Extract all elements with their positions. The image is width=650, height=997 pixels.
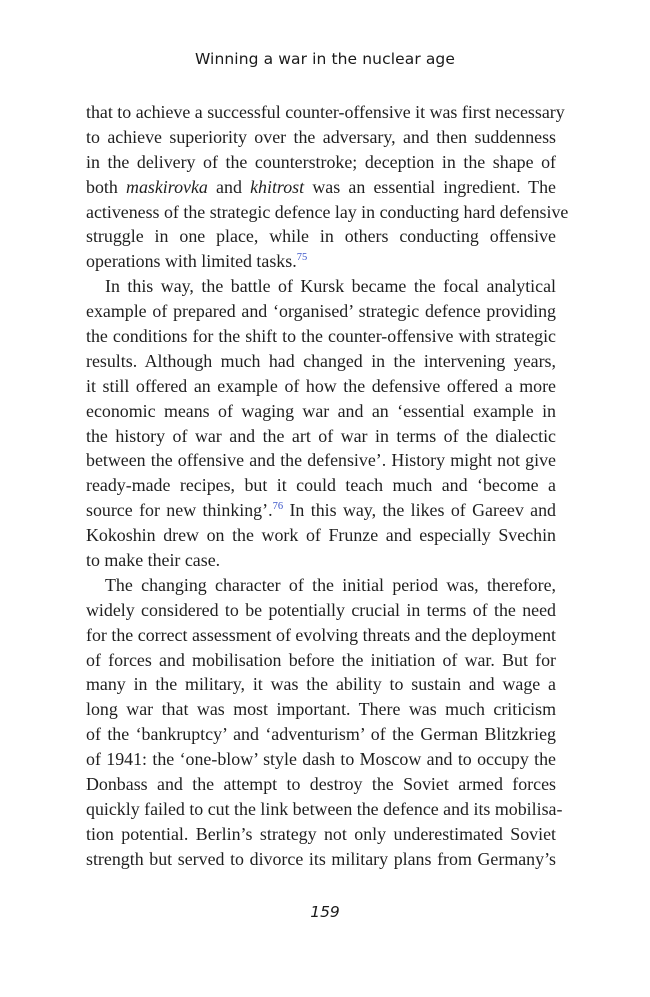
text-line: example of prepared and ‘organised’ strategic defence providing [86,301,556,322]
text-line: strength but served to divorce its military plans from Germany’s [86,848,556,869]
italic-term-khitrost: khitrost [250,176,305,197]
text-line [86,249,556,274]
text-line: activeness of the strategic defence lay in conducting hard defensive [86,201,569,222]
page-number: 159 [310,903,340,921]
text-line: results. Although much had changed in the intervening years, [86,350,556,371]
text-line: many in the military, it was the ability to sustain and wage a [86,674,556,695]
paragraph-3 [86,573,563,872]
italic-term-maskirovka: maskirovka [126,176,208,197]
text-line: long war that was most important. There was much criticism [86,699,556,720]
text-line: Kokoshin drew on the work of Frunze and especially Svechin [86,525,556,546]
body-text [86,100,569,872]
text-line: tion potential. Berlin’s strategy not only underestimated Soviet [86,823,556,844]
running-head: Winning a war in the nuclear age [194,50,456,68]
text-line: in the delivery of the counterstroke; deception in the shape of [86,151,556,172]
text-line: the history of war and the art of war in terms of the dialectic [86,425,556,446]
text-line [86,498,556,523]
text-line: In this way, the battle of Kursk became the focal analytical [105,276,556,297]
text-run: In this way, the likes of Gareev and [283,500,556,521]
text-line: ready-made recipes, but it could teach much and ‘become a [86,475,556,496]
text-line: of forces and mobilisation before the initiation of war. But for [86,649,556,670]
text-line: The changing character of the initial period was, therefore, [105,574,556,595]
text-line: struggle in one place, while in others conducting offensive [86,226,556,247]
footnote-ref-76[interactable]: 76 [272,501,284,513]
text-line: it still offered an example of how the defensive offered a more [86,375,556,396]
text-run: source for new thinking’. [86,500,273,521]
text-line: Donbass and the attempt to destroy the Soviet armed forces [86,774,556,795]
text-line: quickly failed to cut the link between the defence and its mobilisa- [86,798,563,819]
text-line [86,175,556,200]
paragraph-1 [86,100,569,274]
text-line: between the offensive and the defensive’. History might not give [86,450,556,471]
text-line: of the ‘bankruptcy’ and ‘adventurism’ of the German Blitzkrieg [86,724,556,745]
text-run: was an essential ingredient. The [304,176,556,197]
text-run: both [86,176,127,197]
paragraph-2 [86,274,556,573]
footnote-ref-75[interactable]: 75 [296,252,308,264]
text-run: operations with limited tasks. [86,251,297,272]
text-line: that to achieve a successful counter-offensive it was first necessary [86,102,565,122]
text-line: to achieve superiority over the adversary, and then suddenness [86,126,556,147]
text-line: widely considered to be potentially crucial in terms of the need [86,599,556,620]
text-line: to make their case. [86,550,221,571]
text-line: economic means of waging war and an ‘essential example in [86,400,556,421]
text-line: for the correct assessment of evolving threats and the deployment [86,624,556,645]
text-line: of 1941: the ‘one-blow’ style dash to Moscow and to occupy the [86,749,556,770]
text-run: and [207,176,251,197]
text-line: the conditions for the shift to the counter-offensive with strategic [86,326,556,347]
